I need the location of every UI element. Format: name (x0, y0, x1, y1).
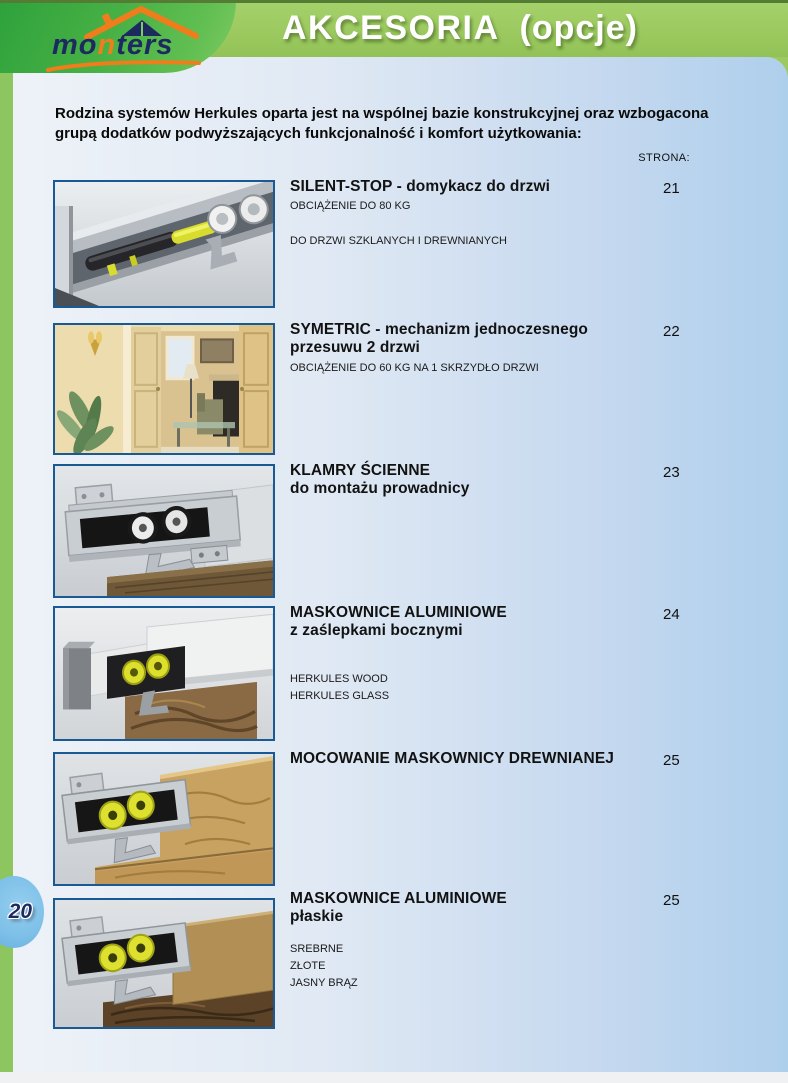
item-page-number: 24 (663, 606, 680, 623)
catalog-item (0, 323, 788, 457)
item-page-number: 25 (663, 752, 680, 769)
product-thumbnail-klamry (53, 464, 275, 598)
strona-label: STRONA: (638, 152, 690, 164)
item-subtitle: OBCIĄŻENIE DO 60 KG NA 1 SKRZYDŁO DRZWI (290, 361, 539, 374)
monters-logo (0, 0, 236, 73)
catalog-item (0, 464, 788, 600)
item-title: KLAMRY ŚCIENNE (290, 462, 431, 479)
logo-text: monters (52, 29, 174, 61)
item-detail: JASNY BRĄZ (290, 976, 358, 989)
item-detail: DO DRZWI SZKLANYCH I DREWNIANYCH (290, 234, 507, 247)
item-page-number: 21 (663, 180, 680, 197)
page-title: AKCESORIA (282, 9, 500, 47)
product-thumbnail-mocowanie-drewniane (53, 752, 275, 886)
item-page-number: 22 (663, 323, 680, 340)
item-title: MASKOWNICE ALUMINIOWE (290, 604, 507, 621)
item-title-line2: do montażu prowadnicy (290, 480, 470, 498)
item-details (290, 941, 655, 992)
item-details (290, 233, 655, 250)
item-title-line2: z zaślepkami bocznymi (290, 622, 463, 640)
product-thumbnail-silent-stop (53, 180, 275, 308)
item-page-number: 23 (663, 464, 680, 481)
item-detail: ZŁOTE (290, 959, 326, 972)
bottom-edge-strip (0, 1072, 788, 1083)
item-title-line2: płaskie (290, 908, 344, 926)
catalog-item (0, 752, 788, 888)
item-page-number: 25 (663, 892, 680, 909)
item-title: MASKOWNICE ALUMINIOWE (290, 890, 507, 907)
page-title-wrap (282, 0, 638, 57)
page-title-suffix: (opcje) (519, 9, 638, 47)
item-details (290, 671, 655, 705)
item-detail: SREBRNE (290, 942, 344, 955)
item-title: SILENT-STOP - domykacz do drzwi (290, 178, 551, 195)
catalog-item (0, 892, 788, 1025)
top-border-line (0, 0, 788, 3)
item-subtitle: OBCIĄŻENIE DO 80 KG (290, 200, 411, 213)
item-title: MOCOWANIE MASKOWNICY DREWNIANEJ (290, 750, 615, 767)
product-thumbnail-maskownice-boczne (53, 606, 275, 741)
page-number: 20 (8, 900, 32, 923)
catalog-item (0, 180, 788, 310)
catalog-item (0, 606, 788, 743)
logo-swoosh-icon (46, 59, 202, 73)
item-title-line2: przesuwu 2 drzwi (290, 339, 420, 357)
item-title: SYMETRIC - mechanizm jednoczesnego (290, 321, 588, 338)
item-detail: HERKULES GLASS (290, 689, 390, 702)
intro-paragraph: Rodzina systemów Herkules oparta jest na wspólnej bazie konstrukcyjnej oraz wzbogacona grupą dodatków podwyższających funkcjonalność i komfort użytkowania: (55, 105, 709, 143)
product-thumbnail-maskownice-plaskie (53, 898, 275, 1029)
item-detail: HERKULES WOOD (290, 672, 388, 685)
product-thumbnail-symetric (53, 323, 275, 455)
